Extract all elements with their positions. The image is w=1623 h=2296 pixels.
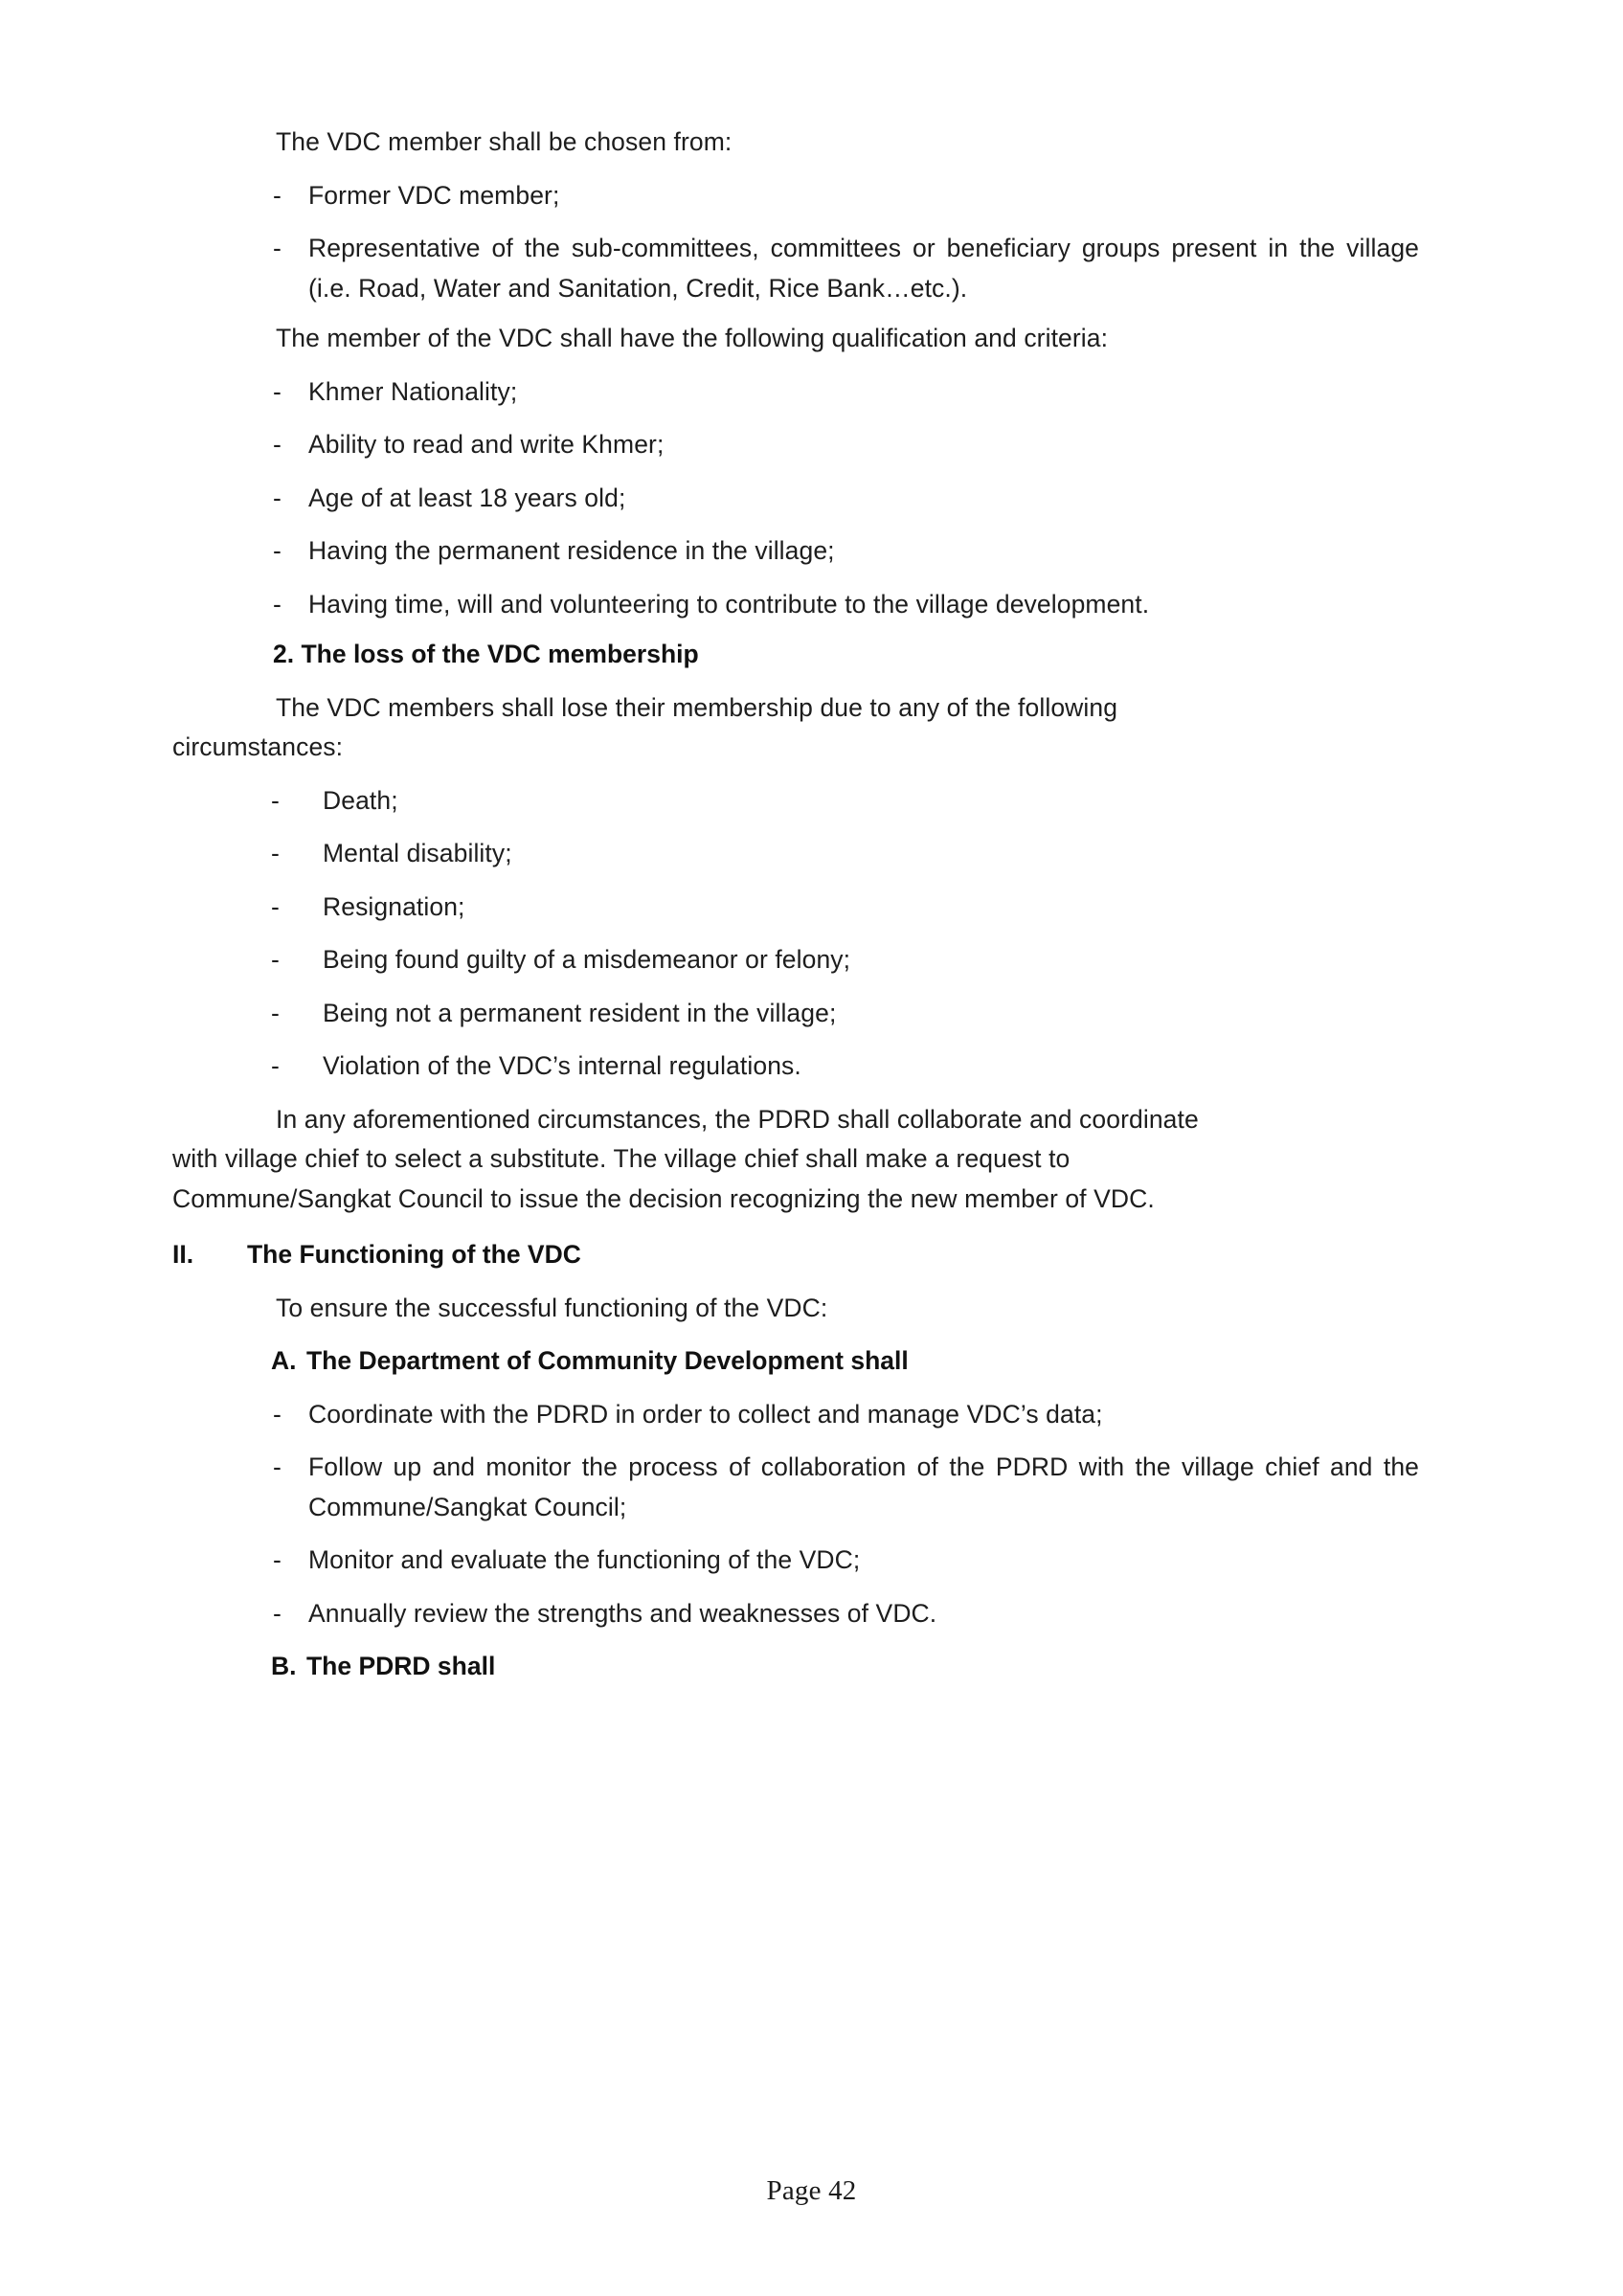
list-item xyxy=(172,940,1419,980)
list-item xyxy=(172,229,1419,308)
spacer xyxy=(172,308,1419,319)
paragraph-functioning-intro: To ensure the successful functioning of the VDC: xyxy=(276,1293,828,1322)
paragraph-loss-closing-line-1: In any aforementioned circumstances, the PDRD shall collaborate and coordinate xyxy=(276,1104,1199,1134)
dash-bullet-icon: - xyxy=(271,998,280,1027)
paragraph-qualification-intro: The member of the VDC shall have the following qualification and criteria: xyxy=(276,324,1109,352)
heading-subsection-a xyxy=(172,1341,1419,1382)
spacer xyxy=(172,359,1419,372)
list-item xyxy=(172,1541,1419,1581)
dash-bullet-icon: - xyxy=(271,891,280,921)
subsection-letter: B. xyxy=(271,1652,297,1680)
list-item xyxy=(172,994,1419,1034)
page-footer xyxy=(0,2175,1623,2207)
list-item xyxy=(172,585,1419,625)
list-item xyxy=(172,176,1419,216)
paragraph-chosen-from-intro: The VDC member shall be chosen from: xyxy=(276,127,733,156)
spacer xyxy=(172,1633,1419,1647)
dash-bullet-icon: - xyxy=(273,180,282,210)
paragraph-loss-closing-line-2: with village chief to select a substitute. The village chief shall make a request to xyxy=(172,1144,1071,1173)
list-item-text: Resignation; xyxy=(323,891,465,921)
list-item xyxy=(172,1594,1419,1634)
dash-bullet-icon: - xyxy=(273,234,282,262)
list-item-text: Former VDC member; xyxy=(308,180,560,210)
dash-bullet-icon: - xyxy=(271,785,280,815)
dash-bullet-icon: - xyxy=(271,839,280,867)
list-item-text: Coordinate with the PDRD in order to collect and manage VDC’s data; xyxy=(308,1399,1103,1429)
dash-bullet-icon: - xyxy=(271,945,280,974)
list-qualification xyxy=(172,372,1419,625)
dash-bullet-icon: - xyxy=(273,1399,282,1429)
list-item xyxy=(172,425,1419,465)
page-content xyxy=(172,123,1419,1687)
spacer xyxy=(172,1219,1419,1235)
spacer xyxy=(172,1087,1419,1100)
heading-functioning-of-vdc xyxy=(172,1235,1419,1275)
dash-bullet-icon: - xyxy=(273,430,282,459)
list-item-text: Ability to read and write Khmer; xyxy=(308,430,665,459)
dash-bullet-icon: - xyxy=(273,483,282,512)
spacer xyxy=(172,163,1419,176)
list-item-text: Age of at least 18 years old; xyxy=(308,483,626,512)
dash-bullet-icon: - xyxy=(273,1545,282,1574)
list-item-text: Violation of the VDC’s internal regulations. xyxy=(323,1051,801,1080)
spacer xyxy=(172,1328,1419,1341)
heading-numeral: II. xyxy=(172,1240,194,1269)
list-item-text: Death; xyxy=(323,785,398,815)
dash-bullet-icon: - xyxy=(271,1051,280,1080)
list-item xyxy=(172,834,1419,874)
list-item-text: Follow up and monitor the process of collaboration of the PDRD with the village chief and the Commune/Sangkat Council; xyxy=(308,1452,1419,1521)
list-item-text: Representative of the sub-committees, committees or beneficiary groups present in the village (i.e. Road, Water and Sanitation, Credit, Rice Bank…etc.). xyxy=(308,234,1419,303)
heading-subsection-b xyxy=(172,1647,1419,1687)
list-item-text: Mental disability; xyxy=(323,839,512,867)
list-chosen-from xyxy=(172,176,1419,309)
spacer xyxy=(172,675,1419,688)
list-item xyxy=(172,531,1419,572)
list-item xyxy=(172,1047,1419,1087)
list-item-text: Being not a permanent resident in the village; xyxy=(323,998,837,1027)
list-department-duties xyxy=(172,1395,1419,1634)
paragraph-loss-closing-line-3: Commune/Sangkat Council to issue the decision recognizing the new member of VDC. xyxy=(172,1183,1155,1213)
list-item-text: Having the permanent residence in the village; xyxy=(308,536,835,565)
list-item xyxy=(172,888,1419,928)
heading-text: The Functioning of the VDC xyxy=(247,1240,581,1269)
spacer xyxy=(172,1382,1419,1395)
heading-loss-of-membership: 2. The loss of the VDC membership xyxy=(273,640,699,668)
list-item-text: Being found guilty of a misdemeanor or felony; xyxy=(323,945,851,974)
spacer xyxy=(172,1275,1419,1289)
list-item xyxy=(172,479,1419,519)
dash-bullet-icon: - xyxy=(273,1598,282,1628)
list-item xyxy=(172,372,1419,413)
list-loss-circumstances xyxy=(172,781,1419,1087)
list-item xyxy=(172,1395,1419,1435)
spacer xyxy=(172,624,1419,635)
spacer xyxy=(172,768,1419,781)
list-item-text: Having time, will and volunteering to contribute to the village development. xyxy=(308,589,1150,619)
subsection-heading-text: The Department of Community Development shall xyxy=(306,1346,909,1375)
dash-bullet-icon: - xyxy=(273,589,282,619)
dash-bullet-icon: - xyxy=(273,1452,282,1481)
list-item-text: Annually review the strengths and weaknesses of VDC. xyxy=(308,1598,937,1628)
dash-bullet-icon: - xyxy=(273,536,282,565)
list-item xyxy=(172,781,1419,822)
subsection-heading-text: The PDRD shall xyxy=(306,1652,496,1680)
list-item xyxy=(172,1448,1419,1527)
subsection-letter: A. xyxy=(271,1346,297,1375)
dash-bullet-icon: - xyxy=(273,376,282,406)
paragraph-loss-lead-line-2: circumstances: xyxy=(172,732,344,761)
list-item-text: Khmer Nationality; xyxy=(308,376,518,406)
paragraph-loss-lead-line-1: The VDC members shall lose their membership due to any of the following xyxy=(276,692,1118,722)
list-item-text: Monitor and evaluate the functioning of the VDC; xyxy=(308,1545,861,1574)
page-number: Page 42 xyxy=(766,2175,857,2206)
